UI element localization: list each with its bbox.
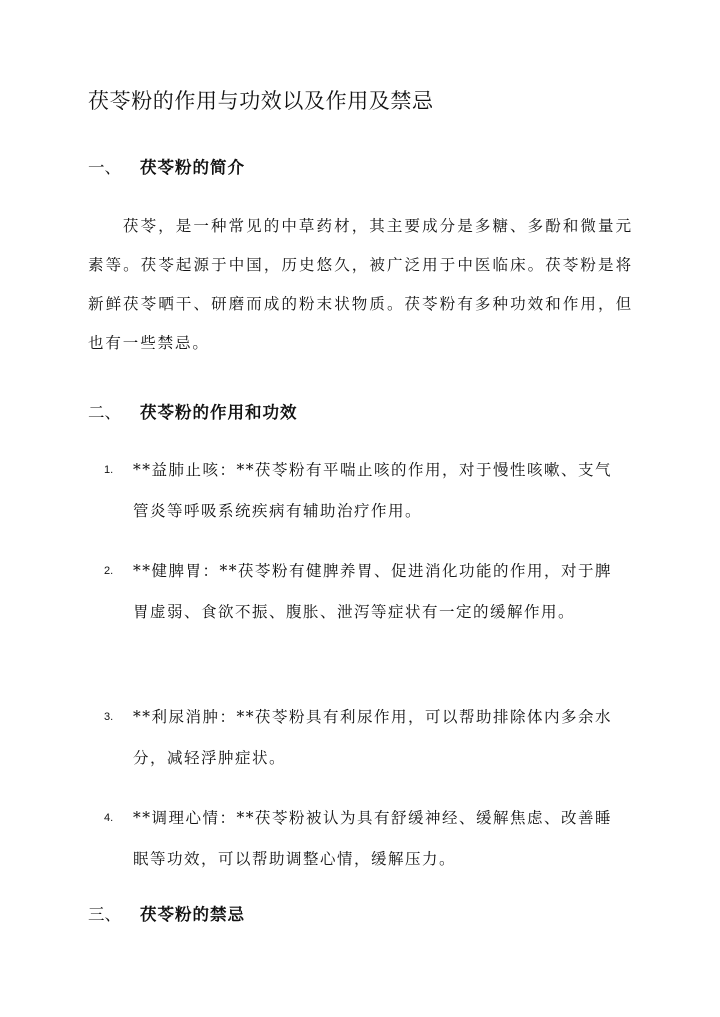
section-title: 茯苓粉的禁忌 <box>140 905 245 924</box>
list-item-mood <box>104 798 624 880</box>
list-item-text: **益肺止咳：**茯苓粉有平喘止咳的作用，对于慢性咳嗽、支气管炎等呼吸系统疾病有辅助治疗作用。 <box>133 461 613 520</box>
list-marker: 2. <box>104 565 114 577</box>
document-title: 茯苓粉的作用与功效以及作用及禁忌 <box>88 89 434 113</box>
section-number: 一、 <box>88 158 121 177</box>
section-number: 三、 <box>88 905 121 924</box>
section-heading-effects <box>88 400 298 426</box>
list-item-text: **调理心情：**茯苓粉被认为具有舒缓神经、缓解焦虑、改善睡眠等功效，可以帮助调整心情，缓解压力。 <box>133 809 613 868</box>
section-title: 茯苓粉的作用和功效 <box>140 403 298 422</box>
list-item-diuretic <box>104 697 624 779</box>
list-marker: 1. <box>104 464 114 476</box>
section-heading-intro <box>88 155 245 181</box>
section-heading-contraindications <box>88 902 245 928</box>
list-item-text: **健脾胃：**茯苓粉有健脾养胃、促进消化功能的作用，对于脾胃虚弱、食欲不振、腹胀、泄泻等症状有一定的缓解作用。 <box>133 562 613 621</box>
intro-paragraph: 茯苓，是一种常见的中草药材，其主要成分是多糖、多酚和微量元素等。茯苓起源于中国，历史悠久，被广泛用于中医临床。茯苓粉是将新鲜茯苓晒干、研磨而成的粉末状物质。茯苓粉有多种功效和作用，但也有一些禁忌。 <box>88 217 633 352</box>
list-item-lung <box>104 450 624 532</box>
list-marker: 4. <box>104 812 114 824</box>
list-item-spleen <box>104 551 624 633</box>
section-title: 茯苓粉的简介 <box>140 158 245 177</box>
list-marker: 3. <box>104 711 114 723</box>
list-item-text: **利尿消肿：**茯苓粉具有利尿作用，可以帮助排除体内多余水分，减轻浮肿症状。 <box>133 708 613 767</box>
section-number: 二、 <box>88 403 121 422</box>
